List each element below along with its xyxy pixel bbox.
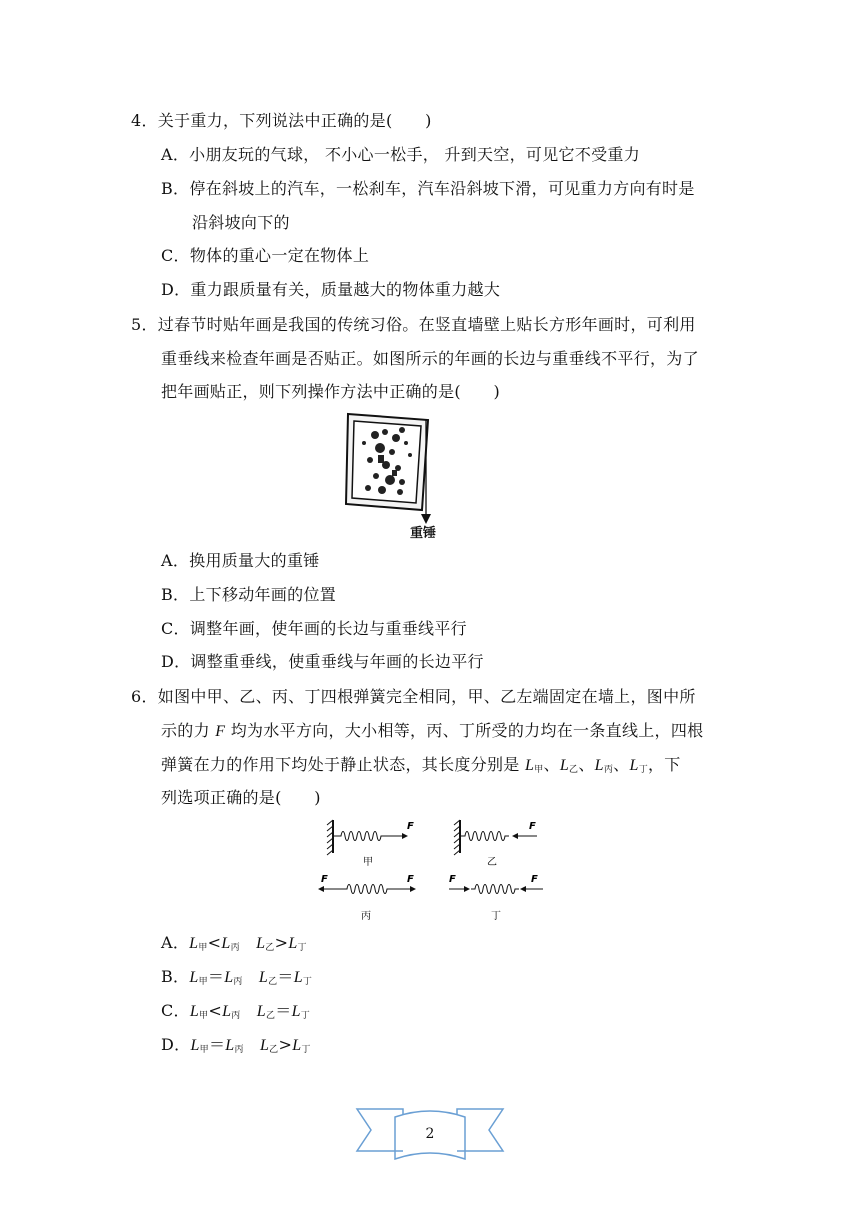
q6-option-c: C．$L_甲<L_丙$ $L_乙=L_丁$	[161, 1001, 311, 1021]
q6-stem-line4: 列选项正确的是( )	[161, 788, 321, 807]
plumb-label: 重锤	[410, 526, 437, 540]
q4-option-a: A．小朋友玩的气球， 不小心一松手， 升到天空，可见它不受重力	[161, 145, 641, 164]
q4-option-d: D．重力跟质量有关，质量越大的物体重力越大	[161, 280, 501, 299]
spring-jia	[327, 820, 414, 868]
force-label: F	[407, 874, 414, 885]
force-label: F	[321, 874, 328, 885]
q6-option-d: D．$L_甲=L_丙$ $L_乙>L_丁$	[161, 1035, 311, 1055]
label-ding: 丁	[491, 911, 501, 922]
spring-bing	[319, 874, 415, 922]
poster-plumb-figure	[340, 410, 450, 540]
springs-figure	[315, 815, 555, 925]
q6-option-a: A．$L_甲<L_丙$ $L_乙>L_丁$	[161, 933, 307, 953]
q4-option-c: C．物体的重心一定在物体上	[161, 246, 370, 265]
q6-stem-line1: 6．如图中甲、乙、丙、丁四根弹簧完全相同，甲、乙左端固定在墙上，图中所	[131, 687, 696, 706]
force-label: F	[531, 874, 538, 885]
force-label: F	[529, 821, 536, 832]
q5-stem-line1: 5．过春节时贴年画是我国的传统习俗。在竖直墙壁上贴长方形年画时，可利用	[131, 315, 696, 334]
q4-option-b: B．停在斜坡上的汽车，一松刹车，汽车沿斜坡下滑，可见重力方向有时是	[161, 179, 695, 198]
q6-stem-line2: 示的力 F 均为水平方向，大小相等，丙、丁所受的力均在一条直线上，四根	[161, 721, 704, 740]
label-bing: 丙	[361, 911, 371, 922]
force-label: F	[449, 874, 456, 885]
q5-stem-line2: 重垂线来检查年画是否贴正。如图所示的年画的长边与重垂线不平行，为了	[161, 349, 699, 368]
q4-option-b-cont: 沿斜坡向下的	[192, 213, 290, 232]
q5-option-b: B．上下移动年画的位置	[161, 585, 337, 604]
label-jia: 甲	[363, 857, 373, 868]
q6-stem-line3: 弹簧在力的作用下均处于静止状态，其长度分别是 $L_甲$、$L_乙$、$L_丙$、$L_丁$，下	[161, 755, 681, 775]
spring-ding	[449, 874, 543, 922]
q5-option-d: D．调整重垂线，使重垂线与年画的长边平行	[161, 652, 484, 671]
q5-option-c: C．调整年画，使年画的长边与重垂线平行	[161, 619, 467, 638]
force-label: F	[407, 821, 414, 832]
q5-option-a: A．换用质量大的重锤	[161, 551, 320, 570]
q4-stem: 4．关于重力，下列说法中正确的是( )	[131, 111, 432, 130]
q6-option-b: B．$L_甲=L_丙$ $L_乙=L_丁$	[161, 967, 313, 987]
page-number: 2	[425, 1126, 435, 1142]
q5-stem-line3: 把年画贴正，则下列操作方法中正确的是( )	[161, 382, 501, 401]
label-yi: 乙	[487, 857, 497, 868]
spring-yi	[454, 820, 537, 868]
